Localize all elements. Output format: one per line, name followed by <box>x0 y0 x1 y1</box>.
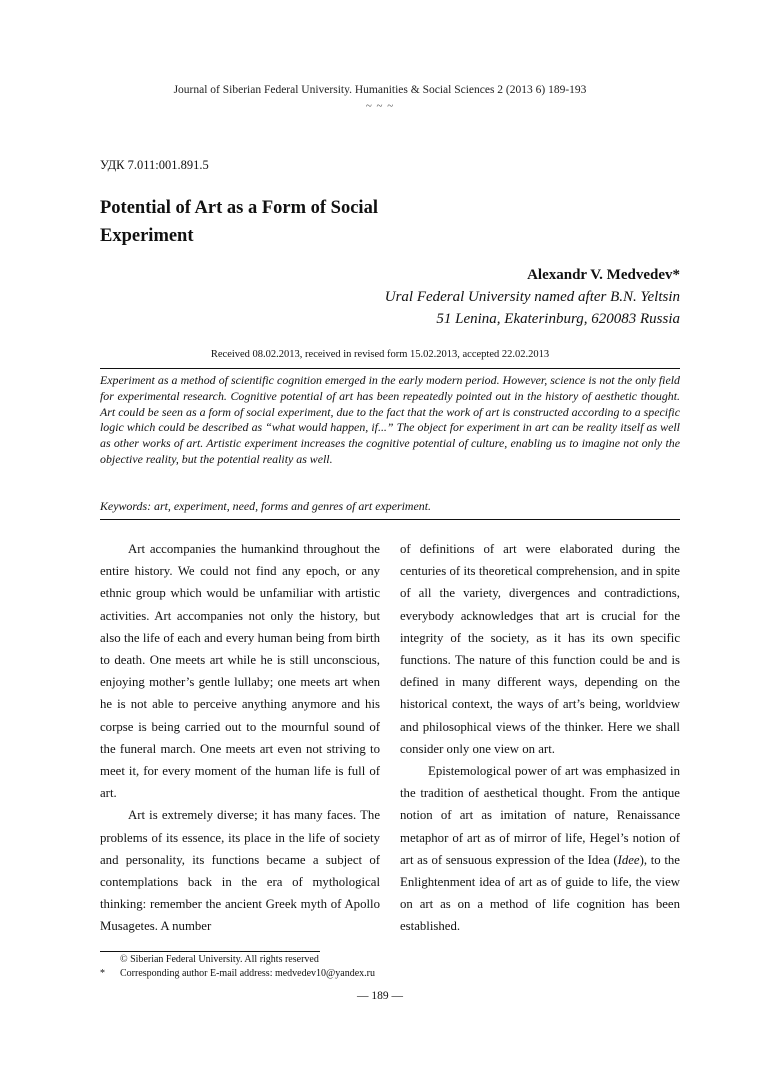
journal-header: Journal of Siberian Federal University. Humanities & Social Sciences 2 (2013 6) 189-193 <box>173 84 587 96</box>
abstract-bottom-rule <box>100 519 680 520</box>
footnote-rule <box>100 951 320 952</box>
body-column-left <box>100 538 380 938</box>
affiliation-university: Ural Federal University named after B.N. Yeltsin <box>384 289 680 305</box>
copyright-text: © Siberian Federal University. All rights reserved <box>120 954 319 965</box>
author-block <box>385 264 680 330</box>
body-paragraph: Art accompanies the humankind throughout the entire history. We could not find any epoch, or any ethnic group which would be unfamiliar with artistic activities. Art accompanies not only the history, but also the life of each and every human being from birth to death. One meets art while he is still unconscious, enjoying mother’s gentle lullaby; one meets art when he is not able to perceive anything anymore and his corpse is being carried out to the mournful sound of the funeral march. One meets art even not striving to meet it, for every moment of the human life is full of art. <box>100 542 380 801</box>
author-name: Alexandr V. Medvedev* <box>527 267 680 283</box>
body-paragraph <box>400 760 680 938</box>
keywords: Keywords: art, experiment, need, forms and genres of art experiment. <box>100 499 432 513</box>
body-text: Epistemological power of art was emphasized in the tradition of aesthetical thought. From the antique notion of art as imitation of nature, Renaissance metaphor of art as of mirror of life, Hegel’s notion of art as of sensuous expression of the Idea ( <box>400 764 680 867</box>
body-paragraph: of definitions of art were elaborated during the centuries of its theoretical comprehension, and in spite of all the variety, divergences and contradictions, everybody acknowledges that art is crucial for the integrity of the society, as it has its own specific functions. The nature of this function could be and is defined in many different ways, depending on the historical context, the ways of art’s being, worldview and philosophical views of the thinker. Here we shall consider only one view on art. <box>400 542 680 756</box>
affiliation-address: 51 Lenina, Ekaterinburg, 620083 Russia <box>436 311 680 327</box>
abstract: Experiment as a method of scientific cognition emerged in the early modern period. However, science is not the only field for experimental research. Cognitive potential of art has been repeatedly pointed out in the history of aesthetic thought. Art could be seen as a form of social experiment, due to the fact that the work of art is constructed according to a specific logic which could be described as “what would happen, if...” The object for experiment in art can be reality itself as well as other works of art. Artistic experiment increases the cognitive potential of culture, enabling us to imagine not only the objective reality, but the potential reality as well. <box>100 373 680 466</box>
article-title: Potential of Art as a Form of Social Experiment <box>100 198 378 246</box>
page-number: — 189 — <box>357 990 403 1002</box>
body-column-right <box>400 538 680 938</box>
body-text: ), to the Enlightenment idea of art as of guide to life, the view on art as on a method of life cognition has been established. <box>400 852 680 934</box>
udk-code: УДК 7.011:001.891.5 <box>100 158 209 172</box>
abstract-top-rule <box>100 368 680 369</box>
footnote-corresponding <box>100 968 375 979</box>
body-paragraph: Art is extremely diverse; it has many faces. The problems of its essence, its place in the life of society and personality, its functions became a subject of contemplations back in the era of mythological thinking: remember the ancient Greek myth of Apollo Musagetes. A number <box>100 808 380 934</box>
italic-term: Idee <box>617 852 640 867</box>
footnote-copyright <box>100 954 319 965</box>
footnote-star: * <box>100 968 105 979</box>
received-dates: Received 08.02.2013, received in revised form 15.02.2013, accepted 22.02.2013 <box>210 349 550 360</box>
header-ornament: ~ ~ ~ <box>365 100 395 112</box>
corresponding-text: Corresponding author E-mail address: medvedev10@yandex.ru <box>120 968 375 979</box>
